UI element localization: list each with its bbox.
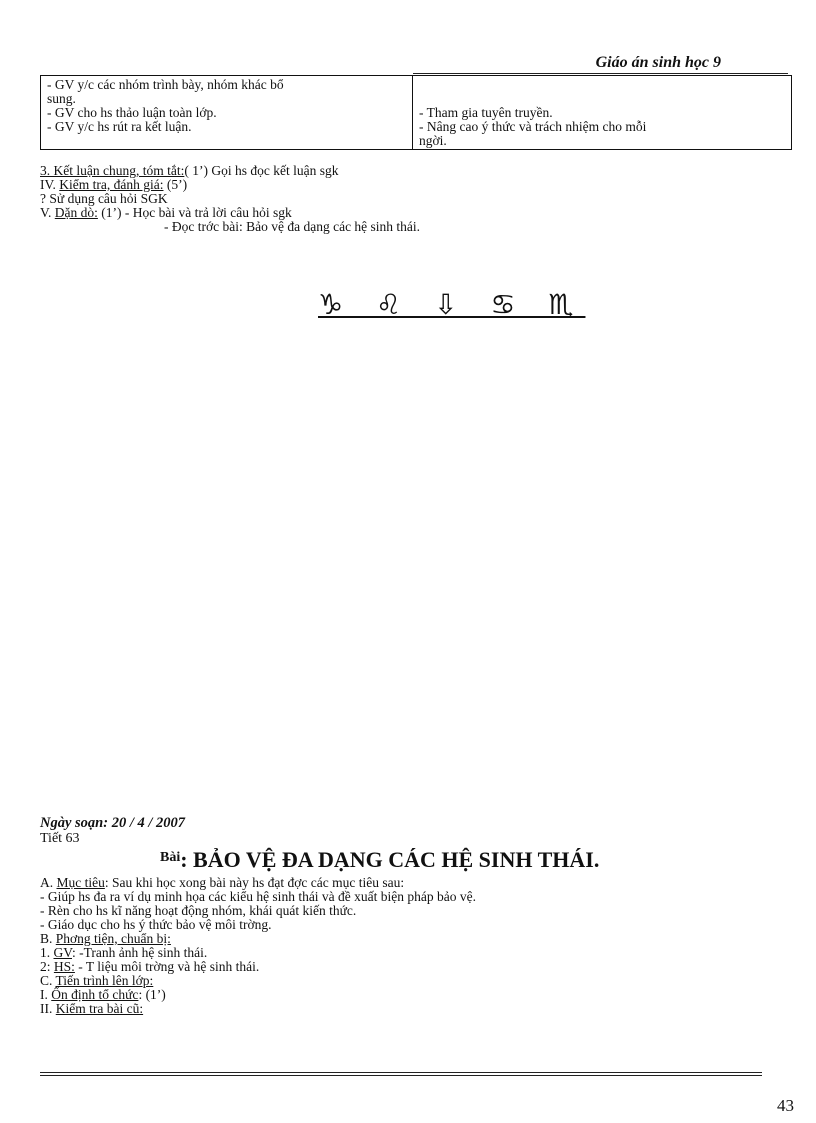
table-right-line: ngời.	[419, 133, 447, 148]
decorative-symbols: ♑ ♌ ⇩ ♋ ♏	[318, 288, 586, 321]
table-left-line: - GV y/c hs rút ra kết luận.	[47, 119, 192, 134]
teacher-column	[41, 76, 413, 150]
objective-item: - Rèn cho hs kĩ năng hoạt động nhóm, khái quát kiến thức.	[40, 903, 357, 918]
table-left-line: sung.	[47, 91, 76, 106]
footer-rule	[40, 1075, 762, 1076]
progress-label: Tiến trình lên lớp:	[55, 973, 154, 988]
objective-item: - Giúp hs đa ra ví dụ minh họa các kiểu hệ sinh thái và đề xuất biện pháp bảo vệ.	[40, 889, 477, 904]
conclusion-label: 3. Kết luận chung, tóm tắt:	[40, 163, 185, 178]
conclusion-line: 3. Kết luận chung, tóm tắt:( 1’) Gọi hs đọc kết luận sgk	[40, 163, 339, 178]
assessment-line: IV. Kiểm tra, đánh giá: (5’)	[40, 177, 188, 192]
materials-heading: B. Phơng tiện, chuẩn bị:	[40, 931, 171, 946]
objectives-heading: A. Mục tiêu: Sau khi học xong bài này hs đạt đợc các mục tiêu sau:	[40, 875, 405, 890]
header-rule	[413, 73, 788, 74]
materials-hs: 2: HS: - T liệu môi trờng và hệ sinh thái.	[40, 959, 260, 974]
student-column	[413, 76, 792, 150]
table-right-line: - Tham gia tuyên truyền.	[419, 105, 553, 120]
progress-heading: C. Tiến trình lên lớp:	[40, 973, 154, 988]
table-right-line: - Nâng cao ý thức và trách nhiệm cho mỗi	[419, 119, 647, 134]
objective-item: - Giáo dục cho hs ý thức bảo vệ môi trờng.	[40, 917, 272, 932]
footer-rule	[40, 1072, 762, 1073]
period-label: Tiết 63	[40, 831, 80, 846]
progress-step-1: I. Ổn định tổ chức: (1’)	[40, 987, 166, 1002]
homework-line: V. Dặn dò: (1’) - Học bài và trả lời câu hỏi sgk	[40, 205, 292, 220]
progress-step-2: II. Kiểm tra bài cũ:	[40, 1001, 144, 1016]
activity-table	[40, 75, 792, 150]
prep-date: Ngày soạn: 20 / 4 / 2007	[40, 815, 185, 831]
objectives-label: Mục tiêu	[56, 875, 105, 890]
homework-label: Dặn dò:	[54, 205, 98, 220]
table-left-line: - GV y/c các nhóm trình bày, nhóm khác bổ	[47, 77, 284, 92]
materials-label: Phơng tiện, chuẩn bị:	[55, 931, 171, 946]
question-line: ? Sử dụng câu hỏi SGK	[40, 191, 168, 206]
header-title: Giáo án sinh học 9	[595, 54, 721, 71]
assessment-label: Kiểm tra, đánh giá:	[59, 177, 164, 192]
page-number: 43	[777, 1096, 794, 1115]
lesson-title: $^{Bài}$: BẢO VỆ ĐA DẠNG CÁC HỆ SINH THÁI.	[160, 847, 600, 872]
homework-line-2: - Đọc trớc bài: Bảo vệ đa dạng các hệ sinh thái.	[164, 219, 421, 234]
table-left-line: - GV cho hs thảo luận toàn lớp.	[47, 105, 217, 120]
materials-gv: 1. GV: -Tranh ảnh hệ sinh thái.	[40, 945, 208, 960]
